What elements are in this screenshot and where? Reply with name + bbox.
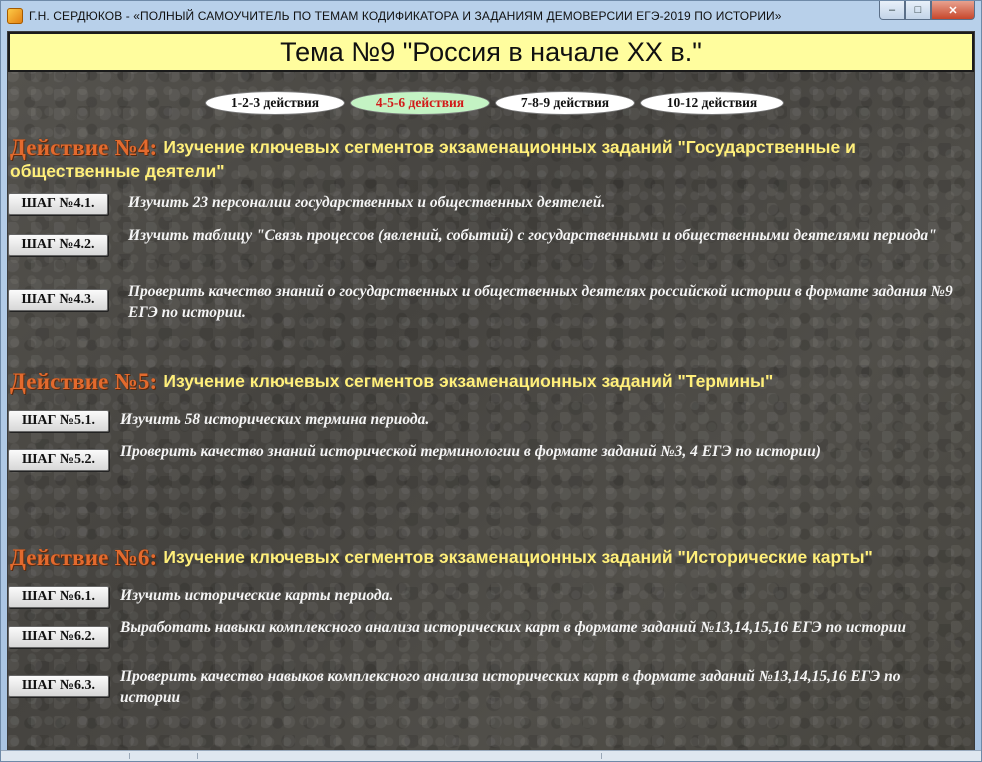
step-description: Изучить 23 персоналии государственных и общественных деятелей. [128,194,606,211]
main-content [7,31,975,751]
step-row [8,281,966,325]
tab-actions-10-12[interactable]: 10-12 действия [640,91,784,115]
action-4-heading [10,136,940,184]
step-6-2-button[interactable]: ШАГ №6.2. [8,626,109,648]
tab-actions-7-8-9[interactable]: 7-8-9 действия [495,91,635,115]
minimize-button[interactable]: – [879,1,905,20]
action-tabs [205,91,784,115]
step-4-3-button[interactable]: ШАГ №4.3. [8,289,108,311]
maximize-button[interactable]: □ [905,1,931,20]
step-4-1-button[interactable]: ШАГ №4.1. [8,193,108,215]
step-description: Проверить качество знаний исторической терминологии в формате заданий №3, 4 ЕГЭ по истории) [120,443,821,460]
action-description: Изучение ключевых сегментов экзаменационных заданий "Государственные и общественные деятели" [10,137,856,181]
topic-header [8,32,974,72]
step-description: Проверить качество навыков комплексного анализа исторических карт в формате заданий №13,14,15,16 ЕГЭ по истории [120,668,901,706]
step-description: Проверить качество знаний о государственных и общественных деятелях российской истории в формате задания №9 ЕГЭ по истории. [128,283,953,321]
action-description: Изучение ключевых сегментов экзаменационных заданий "Термины" [163,371,774,391]
status-divider [197,753,198,759]
action-label: Действие №6: [10,545,158,570]
action-5-heading [10,370,940,394]
status-bar [1,750,981,761]
step-description: Выработать навыки комплексного анализа исторических карт в формате заданий №13,14,15,16 ЕГЭ по истории [120,619,906,636]
close-button[interactable]: ✕ [931,1,975,20]
step-6-3-button[interactable]: ШАГ №6.3. [8,675,109,697]
step-description: Изучить таблицу "Связь процессов (явлений, событий) с государственными и общественными деятелями периода" [128,227,937,244]
window-title: Г.Н. СЕРДЮКОВ - «ПОЛНЫЙ САМОУЧИТЕЛЬ ПО ТЕМАМ КОДИФИКАТОРА И ЗАДАНИЯМ ДЕМОВЕРСИИ ЕГЭ-2019 ПО ИСТОРИИ» [29,9,782,23]
step-row [8,585,966,609]
step-6-1-button[interactable]: ШАГ №6.1. [8,586,109,608]
action-description: Изучение ключевых сегментов экзаменационных заданий "Исторические карты" [163,547,873,567]
topic-title: Тема №9 "Россия в начале XX в." [280,36,702,67]
window-controls [879,1,975,21]
step-4-2-button[interactable]: ШАГ №4.2. [8,234,108,256]
action-label: Действие №5: [10,369,158,394]
step-5-1-button[interactable]: ШАГ №5.1. [8,410,109,432]
step-row [8,441,966,485]
step-row [8,666,966,710]
step-5-2-button[interactable]: ШАГ №5.2. [8,449,109,471]
step-row [8,617,966,661]
tab-actions-4-5-6[interactable]: 4-5-6 действия [350,91,490,115]
title-bar[interactable] [1,1,981,31]
app-icon [7,8,23,24]
step-description: Изучить исторические карты периода. [120,587,394,604]
status-divider [129,753,130,759]
step-description: Изучить 58 исторических термина периода. [120,411,430,428]
status-divider [601,753,602,759]
action-6-heading [10,546,960,570]
step-row [8,192,966,216]
action-label: Действие №4: [10,135,158,160]
step-row [8,225,966,269]
step-row [8,409,966,433]
tab-actions-1-2-3[interactable]: 1-2-3 действия [205,91,345,115]
